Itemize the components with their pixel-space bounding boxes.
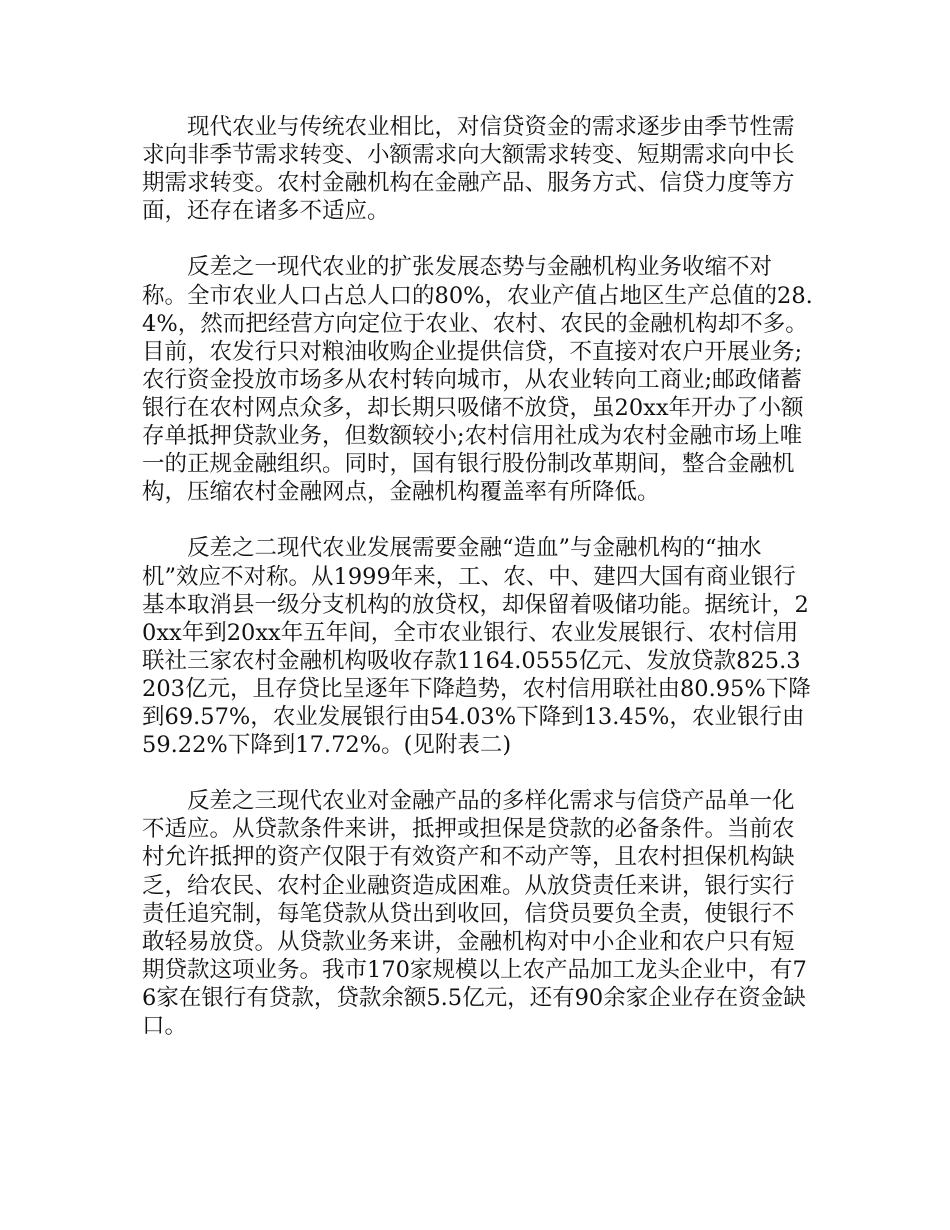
paragraph-contrast-three: 反差之三现代农业对金融产品的多样化需求与信贷产品单一化不适应。从贷款条件来讲，抵押或担保是贷款的必备条件。当前农村允许抵押的资产仅限于有效资产和不动产等，且农村担保机构缺乏，给农民、农村企业融资造成困难。从放贷责任来讲，银行实行责任追究制，每笔贷款从贷出到收回，信贷员要负全责，使银行不敢轻易放贷。从贷款业务来讲，金融机构对中小企业和农户只有短期贷款这项业务。我市170家规模以上农产品加工龙头企业中，有76家在银行有贷款，贷款余额5.5亿元，还有90余家企业存在资金缺口。 — [142, 788, 807, 1039]
paragraph-intro: 现代农业与传统农业相比，对信贷资金的需求逐步由季节性需求向非季节需求转变、小额需求向大额需求转变、短期需求向中长期需求转变。农村金融机构在金融产品、服务方式、信贷力度等方面，还存在诸多不适应。 — [142, 114, 795, 225]
document-body — [142, 113, 814, 1040]
paragraph-contrast-two: 反差之二现代农业发展需要金融“造血”与金融机构的“抽水机”效应不对称。从1999年来，工、农、中、建四大国有商业银行基本取消县一级分支机构的放贷权，却保留着吸储功能。据统计，20xx年到20xx年五年间，全市农业银行、农业发展银行、农村信用联社三家农村金融机构吸收存款1164.0555亿元、发放贷款825.3203亿元，且存贷比呈逐年下降趋势，农村信用联社由80.95%下降到69.57%，农业发展银行由54.03%下降到13.45%，农业银行由59.22%下降到17.72%。(见附表二) — [142, 535, 811, 759]
paragraph-contrast-one: 反差之一现代农业的扩张发展态势与金融机构业务收缩不对称。全市农业人口占总人口的80%，农业产值占地区生产总值的28.4%，然而把经营方向定位于农业、农村、农民的金融机构却不多。目前，农发行只对粮油收购企业提供信贷，不直接对农户开展业务;农行资金投放市场多从农村转向城市，从农业转向工商业;邮政储蓄银行在农村网点众多，却长期只吸储不放贷，虽20xx年开办了小额存单抵押贷款业务，但数额较小;农村信用社成为农村金融市场上唯一的正规金融组织。同时，国有银行股份制改革期间，整合金融机构，压缩农村金融网点，金融机构覆盖率有所降低。 — [142, 254, 813, 506]
